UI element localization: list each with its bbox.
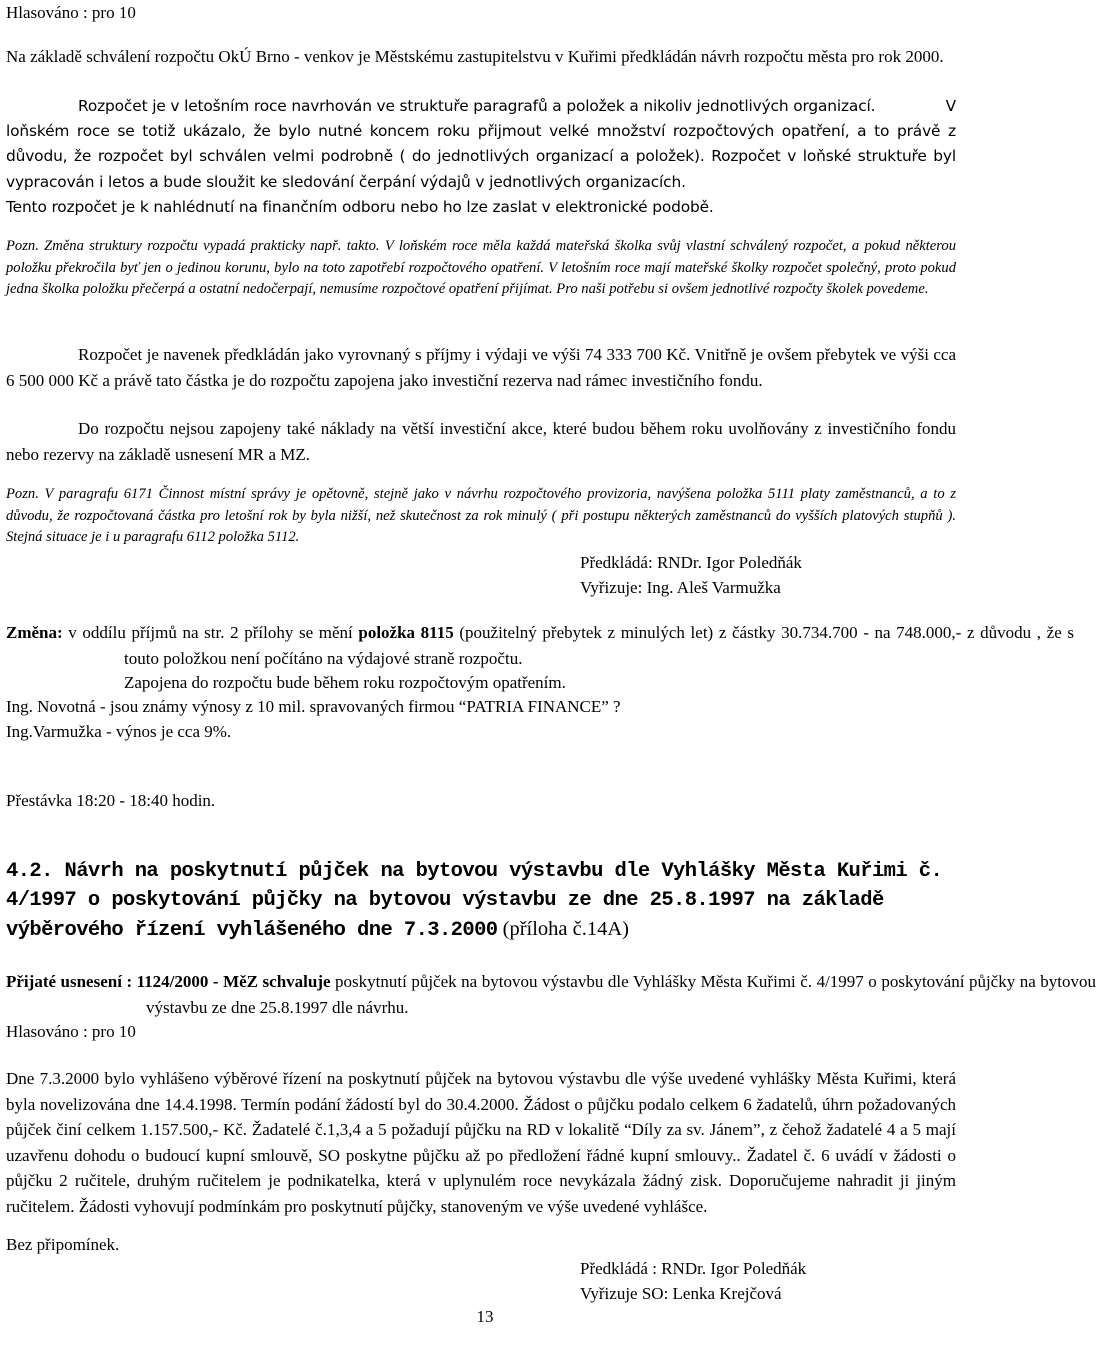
signature-presenter-1: Předkládá: RNDr. Igor Poledňák [580,553,802,572]
change-item: položka 8115 [358,623,454,642]
change-text-b: (použitelný přebytek z minulých let) z částky 30.734.700 - na 748.000,- z důvodu , že s touto položkou není počítáno na výdajové straně rozpočtu. [124,623,1074,668]
vote-result-2: Hlasováno : pro 10 [6,1022,136,1041]
budget-intro-paragraph: Na základě schválení rozpočtu OkÚ Brno - venkov je Městskému zastupitelstvu v Kuřimi předkládán návrh rozpočtu města pro rok 2000. [6,47,944,66]
loan-tender-paragraph: Dne 7.3.2000 bylo vyhlášeno výběrové řízení na poskytnutí půjček na bytovou výstavbu dle výše uvedené vyhlášky Města Kuřimi, která byla novelizována dne 14.4.1998. Termín podání žádostí byl do 30.4.2000. Žádost o půjčku podalo celkem 6 žadatelů, úhrn požadovaných půjček činí celkem 1.157.500,- Kč. Žadatelé č.1,3,4 a 5 požadují půjčku na RD v lokalitě “Díly za sv. Jánem”, z čehož žadatelé 4 a 5 mají uzavřenu dohodu o budoucí kupní smlouvě, SO poskytne půjčku až po předložení řádné kupní smlouvy.. Žadatel č. 6 uvádí v žádosti o půjčku 2 ručitele, druhým ručitelem je podnikatelka, která v uplynulém roce nevykázala žádný zisk. Doporučujeme nahradit ji jiným ručitelem. Žádosti vyhovují podmínkám pro poskytnutí půjčky, stanoveným ve výše uvedené vyhlášce. [6,1069,956,1216]
signature-handler-2: Vyřizuje SO: Lenka Krejčová [580,1284,782,1303]
vote-result-1: Hlasováno : pro 10 [6,3,136,22]
page-number: 13 [476,1307,494,1326]
change-text-a: v oddílu příjmů na str. 2 přílohy se mění [62,623,359,642]
break-notice: Přestávka 18:20 - 18:40 hodin. [6,791,216,810]
resolution-label: Přijaté usnesení : 1124/2000 - MěZ schvaluje [6,972,331,991]
answer-varmuzka: Ing.Varmužka - výnos je cca 9%. [6,722,232,741]
budget-structure-detail: V loňském roce se totiž ukázalo, že bylo nutné koncem roku přijmout velké množství rozpočtových opatření, a to právě z důvodu, že rozpočet byl schválen velmi podrobně ( do jednotlivých organizací a položek). Rozpočet v loňské struktuře byl vypracován i letos a bude sloužit ke sledování čerpání výdajů v jednotlivých organizacích. [6,97,956,191]
no-comments: Bez připomínek. [6,1235,120,1254]
budget-change-block [6,620,1074,671]
change-line-3: Zapojena do rozpočtu bude během roku rozpočtovým opatřením. [124,673,566,692]
section-heading-4-2 [6,857,956,945]
note-salary-paragraph: Pozn. V paragrafu 6171 Činnost místní správy je opětovně, stejně jako v návrhu rozpočtového provizoria, navýšena položka 5111 platy zaměstnanců, a to z důvodu, že rozpočtovaná částka pro letošní rok by byla nižší, než skutečnost za rok minulý ( při postupu některých zaměstnanců do vyšších platových stupňů ). Stejná situace je i u paragrafu 6112 položka 5112. [6,486,956,545]
resolution-block [6,969,1096,1020]
budget-structure-lead: Rozpočet je v letošním roce navrhován ve struktuře paragrafů a položek a nikoliv jednotlivých organizací. [78,97,876,115]
change-label: Změna: [6,623,63,642]
budget-structure-section [6,94,956,220]
question-novotna: Ing. Novotná - jsou známy výnosy z 10 mil. spravovaných firmou “PATRIA FINANCE” ? [6,697,621,716]
investment-fund-paragraph: Do rozpočtu nejsou zapojeny také náklady na větší investiční akce, které budou během roku uvolňovány z investičního fondu nebo rezervy na základě usnesení MR a MZ. [6,419,956,464]
signature-presenter-2: Předkládá : RNDr. Igor Poledňák [580,1259,807,1278]
budget-availability-note: Tento rozpočet je k nahlédnutí na finančním odboru nebo ho lze zaslat v elektronické podobě. [6,197,714,216]
section-heading-bold: 4.2. Návrh na poskytnutí půjček na bytovou výstavbu dle Vyhlášky Města Kuřimi č. 4/1997 o poskytování půjčky na bytovou výstavbu ze dne 25.8.1997 na základě výběrového řízení vyhlášeného dne 7.3.2000 [6,860,943,942]
section-heading-attachment: (příloha č.14A) [497,918,629,940]
signature-handler-1: Vyřizuje: Ing. Aleš Varmužka [580,578,781,597]
resolution-text: poskytnutí půjček na bytovou výstavbu dle Vyhlášky Města Kuřimi č. 4/1997 o poskytování půjčky na bytovou výstavbu ze dne 25.8.1997 dle návrhu. [146,972,1096,1017]
budget-balance-paragraph: Rozpočet je navenek předkládán jako vyrovnaný s příjmy i výdaji ve výši 74 333 700 Kč. Vnitřně je ovšem přebytek ve výši cca 6 500 000 Kč a právě tato částka je do rozpočtu zapojena jako investiční rezerva nad rámec investičního fondu. [6,345,956,390]
note-kindergarten-budget: Pozn. Změna struktury rozpočtu vypadá prakticky např. takto. V loňském roce měla každá mateřská školka svůj vlastní schválený rozpočet, a pokud některou položku překročila byť jen o jedinou korunu, bylo na toto zapotřebí rozpočtového opatření. V letošním roce mají mateřské školky rozpočet společný, proto pokud jedna školka položku přečerpá a ostatní nedočerpají, nemusíme rozpočtové opatření přijímat. Pro naši potřebu si ovšem jednotlivé rozpočty školek povedeme. [6,238,956,297]
